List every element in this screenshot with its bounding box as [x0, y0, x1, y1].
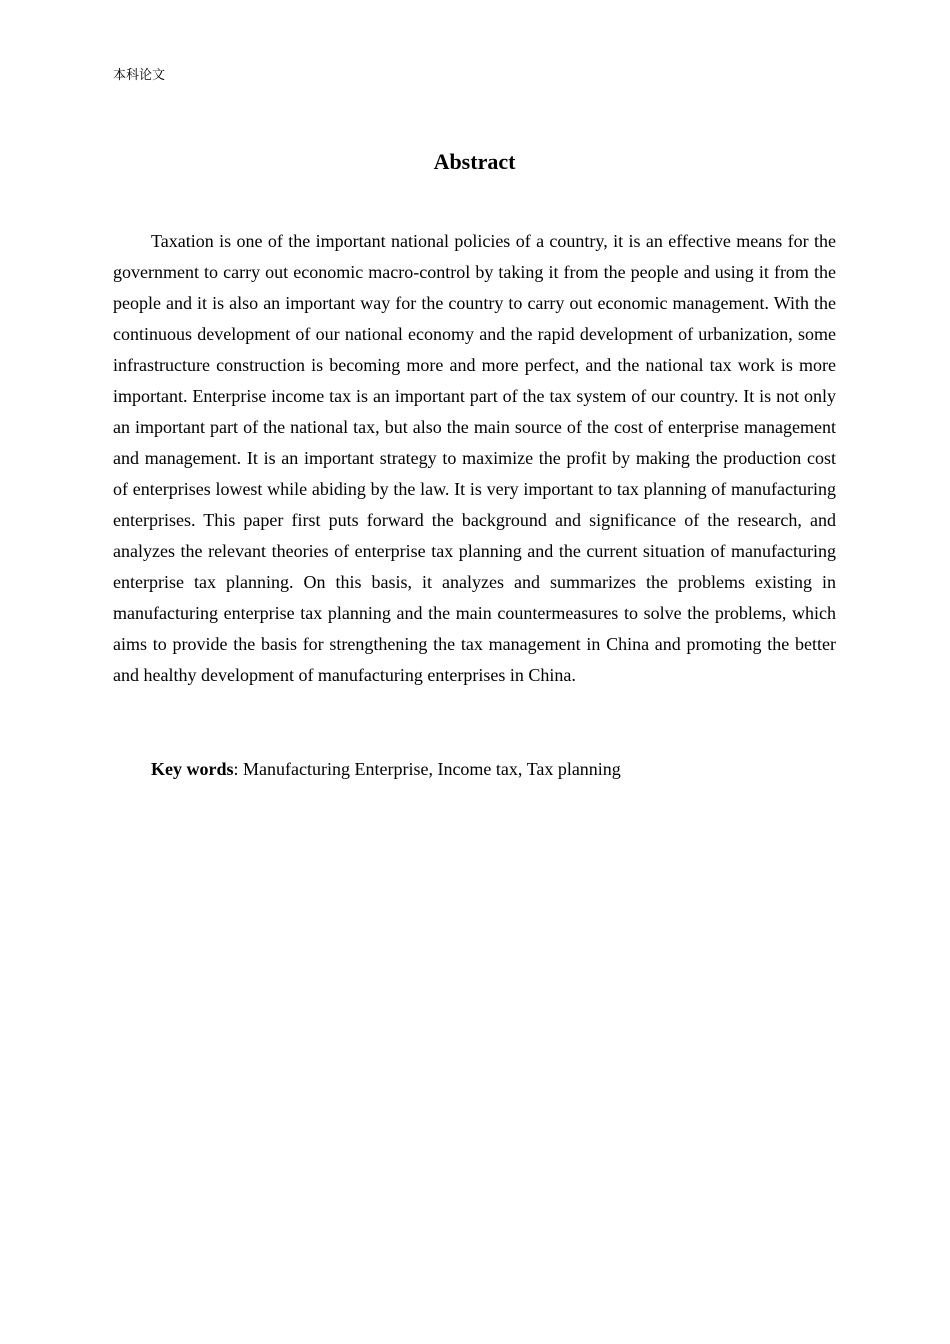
abstract-title: Abstract — [433, 149, 516, 174]
keywords-value: Manufacturing Enterprise, Income tax, Tax planning — [243, 759, 621, 779]
keywords-label: Key words — [151, 759, 234, 779]
abstract-body: Taxation is one of the important national policies of a country, it is an effective means for the government to carry out economic macro-control by taking it from the people and using it from the people and it is also an important way for the country to carry out economic management. With the continuous development of our national economy and the rapid development of urbanization, some infrastructure construction is becoming more and more perfect, and the national tax work is more important. Enterprise income tax is an important part of the tax system of our country. It is not only an important part of the national tax, but also the main source of the cost of enterprise management and management. It is an important strategy to maximize the profit by making the production cost of enterprises lowest while abiding by the law. It is very important to tax planning of manufacturing enterprises. This paper first puts forward the background and significance of the research, and analyzes the relevant theories of enterprise tax planning and the current situation of manufacturing enterprise tax planning. On this basis, it analyzes and summarizes the problems existing in manufacturing enterprise tax planning and the main countermeasures to solve the problems, which aims to provide the basis for strengthening the tax management in China and promoting the better and healthy development of manufacturing enterprises in China. — [113, 231, 836, 685]
keywords-line — [151, 754, 836, 785]
running-header: 本科论文 — [113, 68, 166, 83]
keywords-separator: : — [233, 759, 244, 779]
